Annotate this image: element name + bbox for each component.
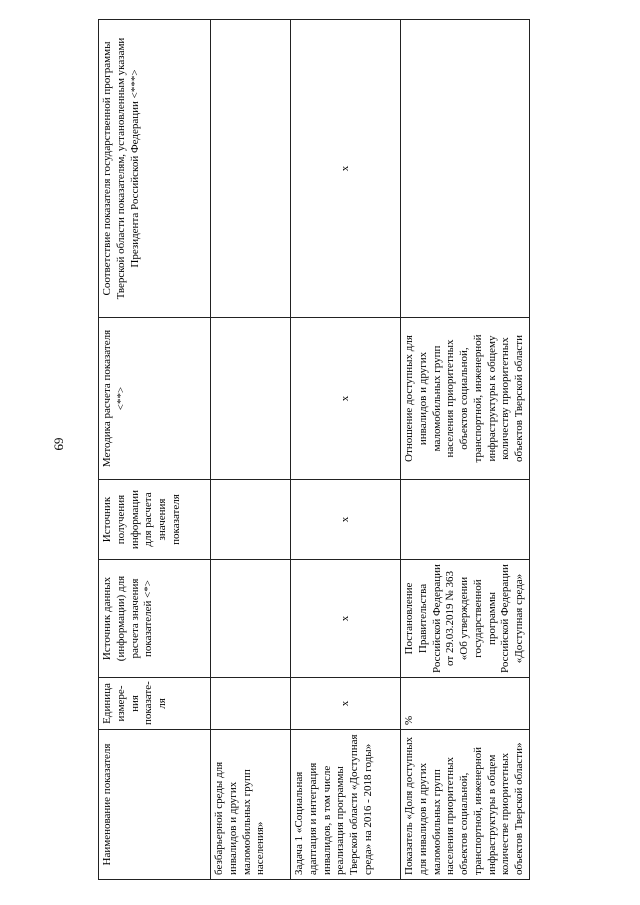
cell-info-source: x	[291, 480, 401, 560]
cell-unit: %	[401, 678, 530, 730]
cell-compliance: x	[291, 20, 401, 318]
cell-method: Отношение доступных для инвалидов и других маломобильных групп населения приоритетных объектов социальной, транспортной, инженерной инфраструктуры к общему количеству приоритетных объектов Тверской области	[401, 318, 530, 480]
cell-name: Задача 1 «Социальная адаптация и интеграция инвалидов, в том числе реализация программы Тверской области «Доступная среда» на 2016 - 2018 годы»	[291, 730, 401, 880]
header-method: Методика расчета показателя <**>	[99, 318, 211, 480]
cell-compliance	[211, 20, 291, 318]
header-compliance: Соответствие показателя государственной программы Тверской области показателям, установленным указами Президента Российской Федерации <***>	[99, 20, 211, 318]
table-row	[291, 20, 401, 880]
table-row	[401, 20, 530, 880]
cell-compliance	[401, 20, 530, 318]
header-unit: Единица измере-ния показате-ля	[99, 678, 211, 730]
page-number: 69	[51, 437, 67, 451]
header-indicator-name: Наименование показателя	[99, 730, 211, 880]
cell-method: x	[291, 318, 401, 480]
cell-name: Показатель «Доля доступных для инвалидов и других маломобильных групп населения приоритетных объектов социальной, транспортной, инженерной инфраструктуры в общем количестве приоритетных объектов Тверской области»	[401, 730, 530, 880]
cell-unit	[211, 678, 291, 730]
cell-unit: x	[291, 678, 401, 730]
cell-data-source: Постановление Правительства Российской Федерации от 29.03.2019 № 363 «Об утверждении государственной программы Российской Федерации «Доступная среда»	[401, 560, 530, 678]
cell-data-source	[211, 560, 291, 678]
indicators-table	[98, 19, 530, 880]
cell-info-source	[401, 480, 530, 560]
header-info-source: Источник получения информации для расчета значения показателя	[99, 480, 211, 560]
header-data-source: Источник данных (информации) для расчета значения показателей <*>	[99, 560, 211, 678]
cell-name: безбарьерной среды для инвалидов и других маломобильных групп населения»	[211, 730, 291, 880]
cell-method	[211, 318, 291, 480]
table-row	[211, 20, 291, 880]
cell-info-source	[211, 480, 291, 560]
table-header-row	[99, 20, 211, 880]
cell-data-source: x	[291, 560, 401, 678]
rotated-page-content	[98, 20, 525, 880]
